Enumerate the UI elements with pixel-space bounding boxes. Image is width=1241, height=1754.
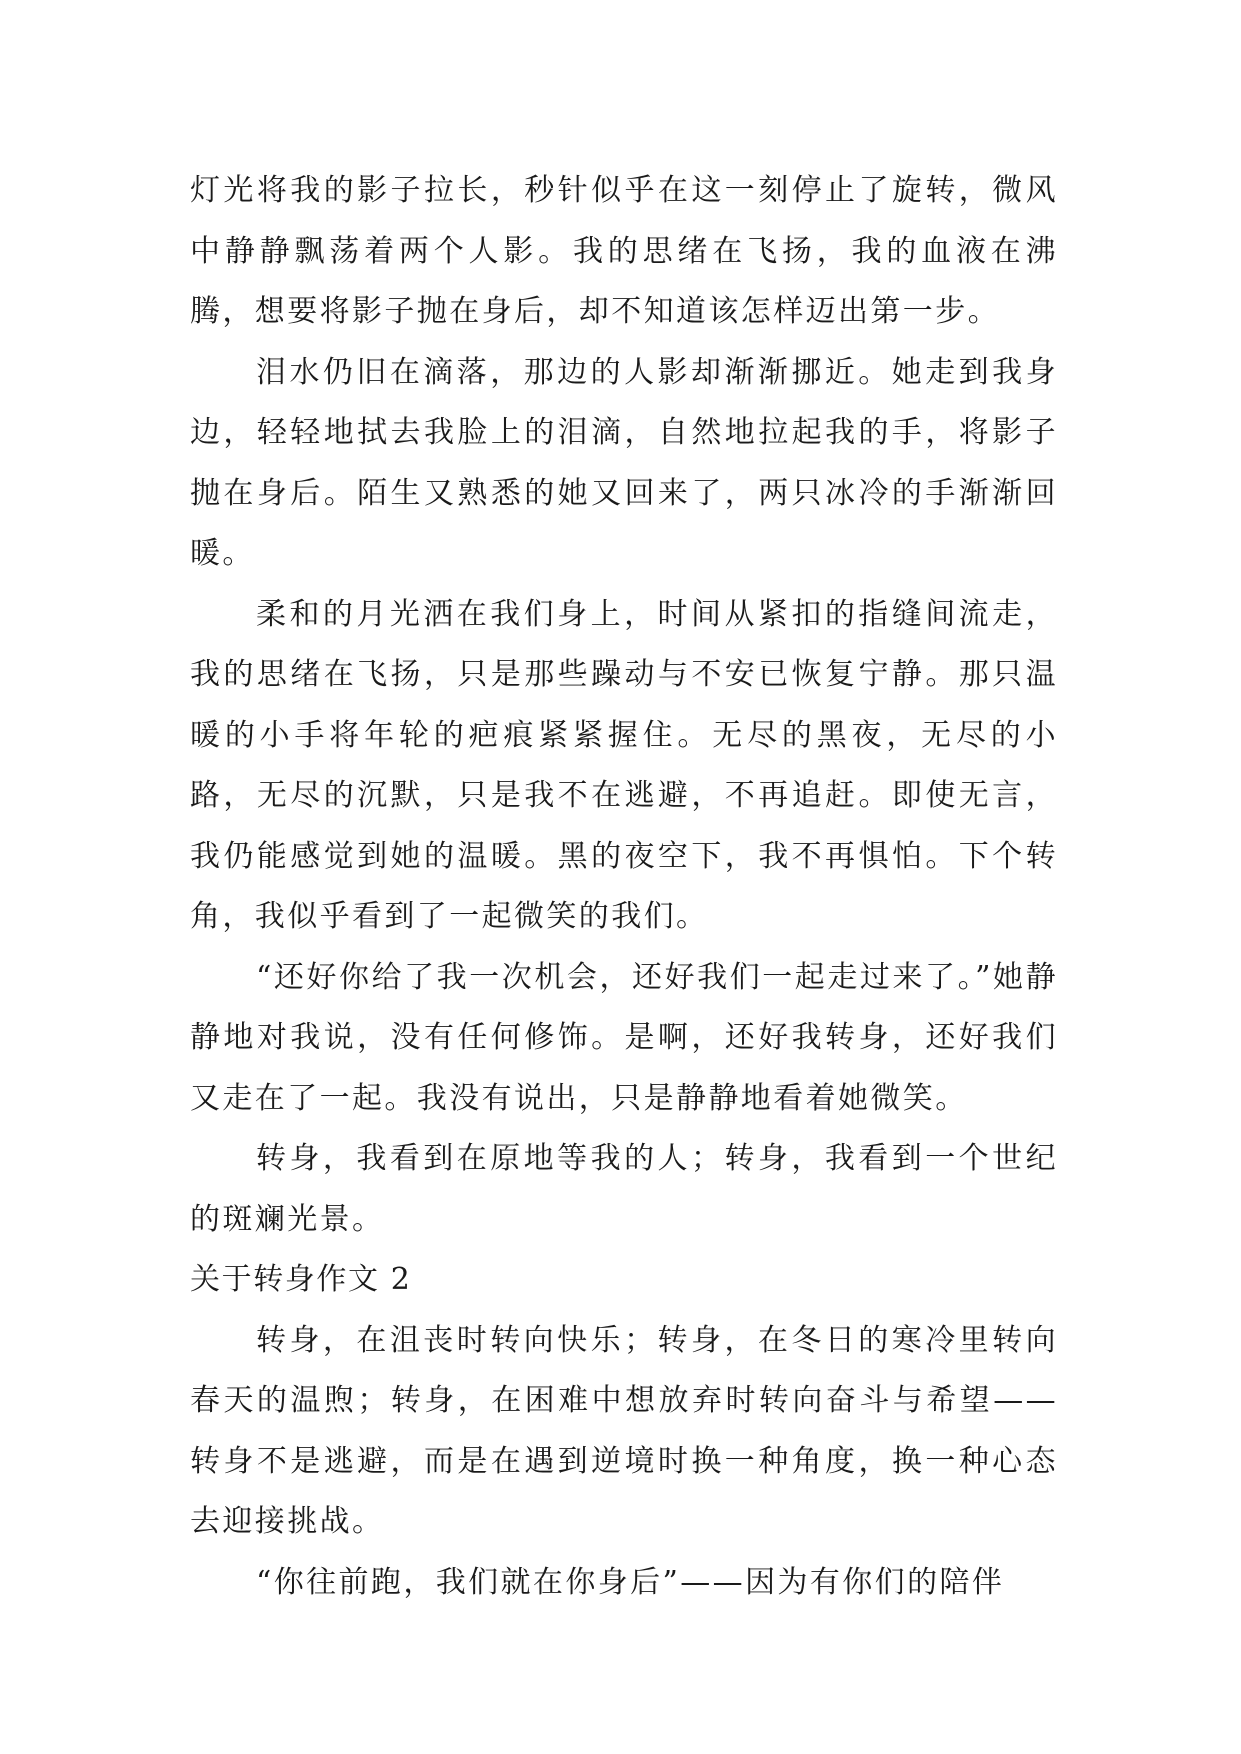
paragraph-run-forward-quote: “你往前跑，我们就在你身后”——因为有你们的陪伴 [256, 1564, 1005, 1600]
document-body [190, 161, 1058, 1613]
paragraph-turning-around: 转身，我看到在原地等我的人；转身，我看到一个世纪的斑斓光景。 [190, 1141, 1058, 1237]
paragraph-tears-falling: 泪水仍旧在滴落，那边的人影却渐渐挪近。她走到我身边，轻轻地拭去我脸上的泪滴，自然地拉起我的手，将影子抛在身后。陌生又熟悉的她又回来了，两只冰冷的手渐渐回暖。 [190, 354, 1058, 571]
paragraph-shadow-lengthen: 灯光将我的影子拉长，秒针似乎在这一刻停止了旋转，微风中静静飘荡着两个人影。我的思绪在飞扬，我的血液在沸腾，想要将影子抛在身后，却不知道该怎样迈出第一步。 [190, 173, 1058, 329]
paragraph-turning-meaning: 转身，在沮丧时转向快乐；转身，在冬日的寒冷里转向春天的温煦；转身，在困难中想放弃时转向奋斗与希望——转身不是逃避，而是在遇到逆境时换一种角度，换一种心态去迎接挑战。 [190, 1322, 1058, 1539]
essay-heading: 关于转身作文 2 [190, 1262, 412, 1297]
paragraph-second-chance-quote: “还好你给了我一次机会，还好我们一起走过来了。”她静静地对我说，没有任何修饰。是啊，还好我转身，还好我们又走在了一起。我没有说出，只是静静地看着她微笑。 [190, 959, 1058, 1116]
paragraph-moonlight: 柔和的月光洒在我们身上，时间从紧扣的指缝间流走，我的思绪在飞扬，只是那些躁动与不安已恢复宁静。那只温暖的小手将年轮的疤痕紧紧握住。无尽的黑夜，无尽的小路，无尽的沉默，只是我不在逃避，不再追赶。即使无言，我仍能感觉到她的温暖。黑的夜空下，我不再惧怕。下个转角，我似乎看到了一起微笑的我们。 [190, 596, 1058, 934]
